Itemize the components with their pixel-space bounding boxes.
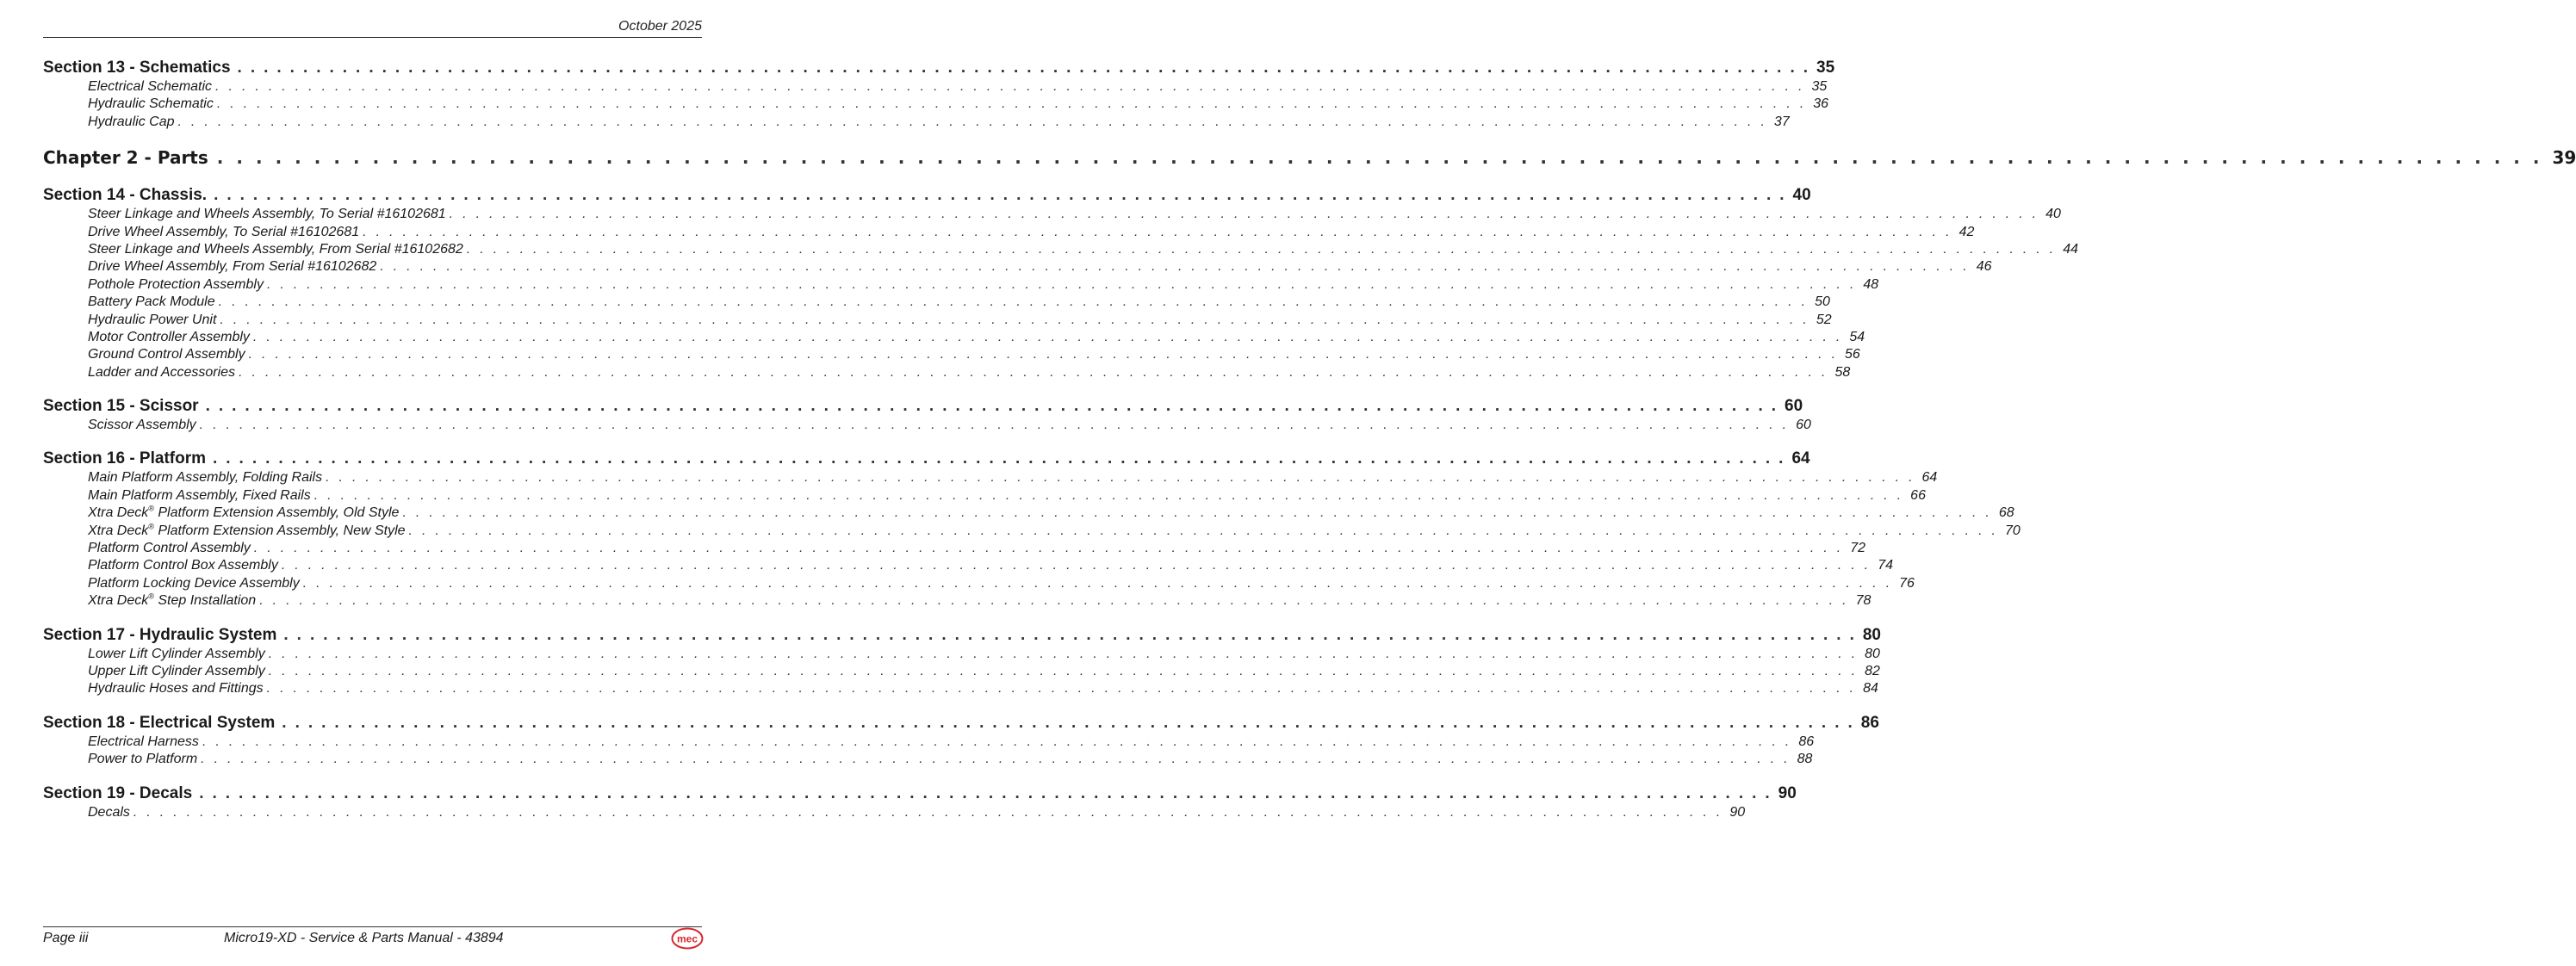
dot-leader: ........................................................................................................................ (237, 59, 1817, 77)
toc-entry-page: 50 (1815, 294, 1830, 310)
dot-leader: ........................................................................................................................ (177, 114, 1774, 129)
toc-group (43, 395, 1811, 434)
dot-leader: ........................................................................................................................ (268, 646, 1865, 661)
toc-entry[interactable] (43, 206, 2061, 223)
toc-entry-page: 74 (1878, 558, 1894, 573)
toc-heading-page: 40 (1792, 186, 1811, 205)
toc-section-heading[interactable] (43, 624, 1881, 646)
toc-group (43, 57, 1835, 131)
toc-entry[interactable] (43, 734, 1815, 751)
toc-entry-title: Main Platform Assembly, Fixed Rails (88, 487, 311, 503)
dot-leader: ........................................................................................................................ (326, 470, 1922, 486)
toc-entry-page: 80 (1865, 646, 1880, 661)
toc-entry-title: Main Platform Assembly, Folding Rails (88, 470, 323, 486)
toc-heading-title: Section 18 - Electrical System (43, 713, 276, 732)
toc-entry-title: Steer Linkage and Wheels Assembly, From Serial #16102682 (88, 241, 463, 257)
toc-entry[interactable] (43, 540, 1866, 557)
toc-entry[interactable] (43, 258, 1992, 276)
dot-leader: ........................................................................................................................ (205, 397, 1785, 416)
dot-leader: ........................................................................................................................ (302, 575, 1900, 591)
toc-entry-page: 64 (1921, 470, 1938, 486)
toc-entry-title: Steer Linkage and Wheels Assembly, To Serial #16102681 (88, 207, 446, 222)
footer-manual-title: Micro19-XD - Service & Parts Manual - 43894 (224, 931, 504, 945)
dot-leader: ........................................................................................................................ (466, 241, 2064, 257)
toc-entry-title: Drive Wheel Assembly, To Serial #16102681 (88, 224, 360, 239)
toc-section-heading[interactable] (43, 57, 1835, 78)
dot-leader: ........................................................................................................................ (215, 79, 1812, 94)
toc-entry-title: Hydraulic Cap (88, 114, 175, 129)
toc-heading-page: 35 (1816, 59, 1835, 77)
dot-leader: ........................................................................................................................ (266, 276, 1864, 292)
toc-section-heading[interactable] (43, 184, 1811, 206)
toc-heading-title: Section 15 - Scissor (43, 397, 199, 416)
logo-text: mec (676, 932, 698, 945)
dot-leader: ........................................................................................................................ (248, 347, 1846, 362)
toc-entry-title: Hydraulic Power Unit (88, 312, 217, 327)
toc-entry-title: Upper Lift Cylinder Assembly (88, 663, 265, 678)
toc-entry[interactable] (43, 751, 1813, 768)
header-rule (43, 37, 702, 38)
toc-entry[interactable] (43, 241, 2079, 258)
toc-entry-page: 46 (1976, 259, 1992, 275)
toc-heading-page: 90 (1778, 783, 1797, 802)
toc-heading-title: Section 19 - Decals (43, 783, 193, 802)
toc-entry-page: 54 (1849, 329, 1865, 344)
dot-leader: ........................................................................................................................ (214, 186, 1793, 205)
table-of-contents (43, 57, 2576, 835)
toc-section-heading[interactable] (43, 448, 1810, 469)
toc-entry-title: Xtra Deck® Platform Extension Assembly, New Style (88, 522, 406, 538)
toc-entry[interactable] (43, 312, 1832, 329)
toc-heading-page: 64 (1791, 449, 1810, 468)
toc-entry-page: 42 (1958, 224, 1975, 239)
dot-leader: ........................................................................................................................ (199, 783, 1778, 802)
toc-heading-title: Chapter 2 - Parts (43, 147, 208, 169)
toc-heading-title: Section 17 - Hydraulic System (43, 625, 277, 644)
toc-entry[interactable] (43, 591, 1871, 610)
toc-group (43, 184, 2079, 381)
toc-entry[interactable] (43, 294, 1830, 311)
toc-heading-title: Section 13 - Schematics (43, 59, 231, 77)
toc-entry-page: 68 (1998, 505, 2014, 521)
dot-leader: ........................................................................................................................ (408, 523, 2005, 538)
toc-entry-title: Scissor Assembly (88, 418, 196, 433)
dot-leader: ........................................................................................................................ (268, 663, 1865, 678)
mec-logo-icon (671, 927, 704, 950)
dot-leader: ........................................................................................................................ (218, 294, 1816, 310)
registered-mark: ® (148, 591, 154, 601)
toc-entry-title: Decals (88, 804, 130, 820)
toc-entry-page: 58 (1834, 364, 1851, 380)
toc-entry[interactable] (43, 224, 1975, 241)
toc-heading-page: 60 (1785, 397, 1803, 416)
toc-entry-title: Xtra Deck® Step Installation (88, 591, 257, 609)
toc-entry-title: Power to Platform (88, 752, 198, 767)
dot-leader: ........................................................................................................................ (213, 449, 1792, 468)
toc-entry[interactable] (43, 364, 1851, 381)
dot-leader: ........................................................................................................................ (449, 207, 2046, 222)
toc-entry-page: 35 (1811, 79, 1828, 94)
toc-entry[interactable] (43, 504, 2014, 522)
toc-group (43, 145, 2576, 170)
registered-mark: ® (148, 522, 154, 531)
toc-entry-page: 78 (1855, 593, 1871, 609)
toc-section-heading[interactable] (43, 395, 1803, 417)
toc-entry[interactable] (43, 663, 1880, 680)
toc-entry[interactable] (43, 680, 1878, 697)
toc-entry-title: Platform Locking Device Assembly (88, 575, 300, 591)
toc-entry[interactable] (43, 646, 1880, 663)
toc-entry-title: Drive Wheel Assembly, From Serial #16102682 (88, 259, 377, 275)
toc-entry-title: Xtra Deck® Platform Extension Assembly, Old Style (88, 504, 400, 521)
toc-heading-page: 86 (1860, 713, 1879, 732)
toc-entry-page: 36 (1813, 96, 1829, 112)
toc-entry-page: 76 (1899, 575, 1915, 591)
toc-entry-page: 60 (1796, 418, 1811, 433)
toc-entry-page: 88 (1797, 752, 1813, 767)
toc-entry-title: Platform Control Box Assembly (88, 558, 278, 573)
toc-heading-title: Section 16 - Platform (43, 449, 206, 468)
toc-entry-title: Electrical Harness (88, 734, 199, 749)
toc-entry-page: 37 (1773, 114, 1790, 129)
toc-entry[interactable] (43, 78, 1828, 96)
toc-entry-page: 82 (1865, 663, 1880, 678)
toc-entry-page: 66 (1910, 487, 1926, 503)
dot-leader: ........................................................................................................................ (220, 312, 1816, 327)
dot-leader: ........................................................................................................................ (201, 752, 1797, 767)
toc-entry-title: Ground Control Assembly (88, 347, 245, 362)
dot-leader: ........................................................................................................................ (313, 487, 1911, 503)
toc-entry[interactable] (43, 346, 1860, 363)
dot-leader: ........................................................................................................................ (259, 593, 1856, 609)
toc-entry[interactable] (43, 487, 1926, 505)
footer-page-label: Page iii (43, 931, 89, 945)
toc-entry[interactable] (43, 276, 1879, 294)
footer-rule (43, 926, 702, 927)
toc-heading-title: Section 14 - Chassis. (43, 186, 208, 205)
dot-leader: ........................................................................................................................ (363, 224, 1959, 239)
toc-group (43, 712, 1879, 769)
toc-heading-page: 80 (1862, 625, 1881, 644)
dot-leader: ........................................................................................................................ (253, 541, 1851, 556)
toc-entry[interactable] (43, 804, 1746, 821)
dot-leader: ........................................................................................................................ (216, 96, 1814, 112)
toc-entry-page: 70 (2004, 523, 2020, 538)
registered-mark: ® (148, 504, 154, 513)
toc-entry[interactable] (43, 329, 1865, 346)
toc-entry-page: 44 (2063, 241, 2079, 257)
dot-leader: ........................................................................................................................ (282, 713, 1861, 732)
toc-entry-title: Motor Controller Assembly (88, 329, 250, 344)
dot-leader: ........................................................................................................................ (281, 558, 1878, 573)
toc-entry-page: 40 (2045, 207, 2061, 222)
toc-entry-page: 52 (1816, 312, 1832, 327)
toc-entry[interactable] (43, 96, 1829, 113)
toc-entry[interactable] (43, 522, 2020, 540)
toc-group (43, 448, 2020, 610)
toc-entry[interactable] (43, 575, 1915, 592)
dot-leader: ........................................................................................................................ (239, 364, 1835, 380)
toc-entry-title: Ladder and Accessories (88, 364, 236, 380)
toc-chapter-heading[interactable] (43, 145, 2576, 170)
dot-leader: ........................................................................................................................ (283, 625, 1863, 644)
toc-entry-title: Pothole Protection Assembly (88, 276, 264, 292)
toc-entry-page: 56 (1845, 347, 1860, 362)
dot-leader: ........................................................................................................................ (216, 147, 2553, 169)
toc-entry-page: 72 (1850, 541, 1866, 556)
toc-entry-page: 84 (1863, 681, 1878, 697)
toc-group (43, 783, 1797, 821)
toc-entry[interactable] (43, 469, 1938, 486)
toc-section-heading[interactable] (43, 783, 1797, 804)
dot-leader: ........................................................................................................................ (199, 418, 1797, 433)
toc-entry-page: 90 (1729, 804, 1746, 820)
toc-entry-title: Hydraulic Schematic (88, 96, 214, 112)
toc-entry-page: 86 (1798, 734, 1815, 749)
toc-entry[interactable] (43, 417, 1811, 434)
header-date: October 2025 (618, 19, 702, 34)
toc-entry-page: 48 (1863, 276, 1879, 292)
toc-entry-title: Battery Pack Module (88, 294, 215, 310)
toc-entry-title: Lower Lift Cylinder Assembly (88, 646, 265, 661)
dot-leader: ........................................................................................................................ (266, 681, 1864, 697)
dot-leader: ........................................................................................................................ (380, 259, 1977, 275)
toc-section-heading[interactable] (43, 712, 1879, 734)
toc-entry-title: Electrical Schematic (88, 79, 213, 94)
toc-entry[interactable] (43, 557, 1894, 574)
toc-entry-title: Platform Control Assembly (88, 541, 251, 556)
dot-leader: ........................................................................................................................ (133, 804, 1730, 820)
toc-entry[interactable] (43, 114, 1790, 131)
dot-leader: ........................................................................................................................ (252, 329, 1850, 344)
dot-leader: ........................................................................................................................ (402, 505, 1999, 521)
toc-entry-title: Hydraulic Hoses and Fittings (88, 681, 264, 697)
toc-heading-page: 39 (2552, 147, 2576, 169)
toc-group (43, 624, 1881, 698)
dot-leader: ........................................................................................................................ (202, 734, 1799, 749)
